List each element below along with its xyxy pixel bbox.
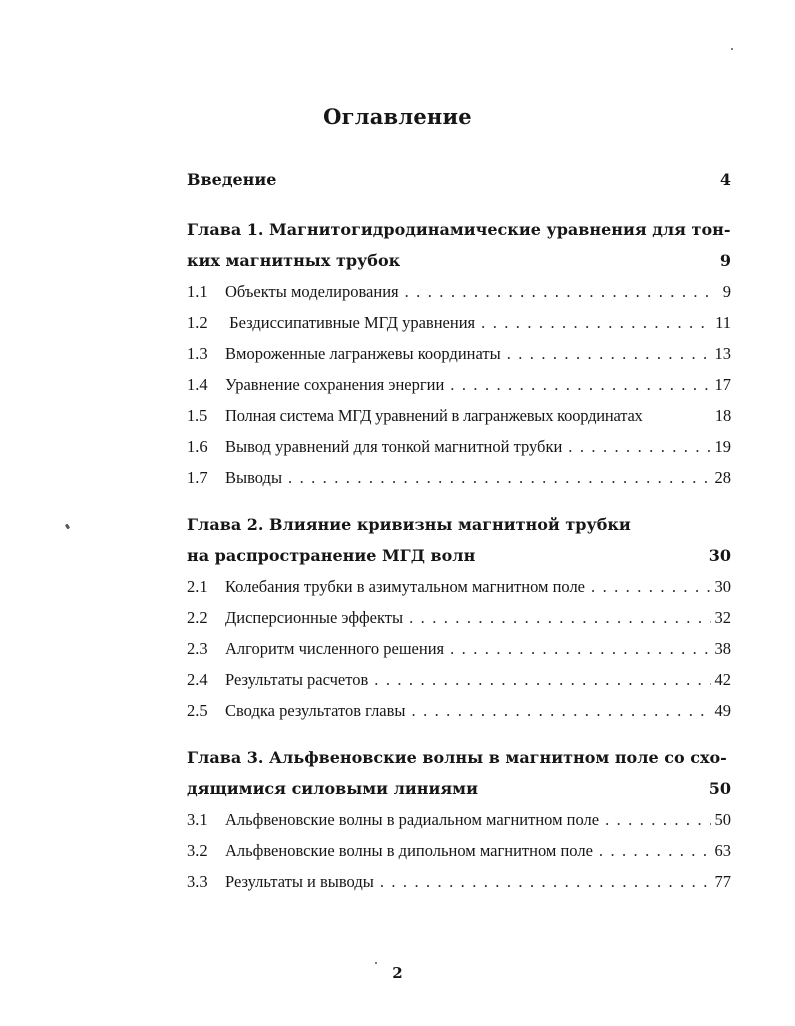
section-entry[interactable] — [187, 369, 731, 400]
chapter-3 — [187, 742, 731, 897]
section-entry[interactable] — [187, 664, 731, 695]
chapter-2 — [187, 509, 731, 726]
section-label: Результаты и выводы — [225, 872, 374, 891]
section-number: 2.4 — [187, 670, 208, 689]
chapter-page: 30 — [708, 546, 731, 565]
section-number: 1.2 — [187, 313, 208, 332]
chapter-heading-line1[interactable] — [187, 742, 731, 773]
dot-leader — [444, 369, 711, 400]
dot-leader — [403, 602, 711, 633]
toc-title: Оглавление — [323, 104, 472, 129]
chapter-title-cont: ких магнитных трубок — [187, 251, 401, 270]
section-page: 42 — [714, 670, 731, 689]
dot-leader — [399, 276, 711, 307]
section-page: 17 — [714, 375, 731, 394]
section-entry[interactable] — [187, 276, 731, 307]
chapter-heading-line1[interactable] — [187, 214, 731, 245]
section-entry[interactable] — [187, 866, 731, 897]
dot-leader — [475, 307, 711, 338]
section-label: Выводы — [225, 468, 283, 487]
section-number: 2.5 — [187, 701, 208, 720]
section-label: Вывод уравнений для тонкой магнитной трубки — [225, 437, 563, 456]
chapter-heading-line1[interactable] — [187, 509, 731, 540]
dot-leader — [562, 431, 711, 462]
section-page: 13 — [714, 344, 731, 363]
section-number: 2.1 — [187, 577, 208, 596]
section-number: 2.3 — [187, 639, 208, 658]
section-label: Полная система МГД уравнений в лагранжевых координатах — [225, 406, 643, 425]
section-entry[interactable] — [187, 307, 731, 338]
section-number: 1.4 — [187, 375, 208, 394]
section-label: Вмороженные лагранжевы координаты — [225, 344, 501, 363]
section-entry[interactable] — [187, 804, 731, 835]
section-page: 18 — [714, 406, 731, 425]
page-number: 2 — [392, 964, 403, 982]
section-number: 3.2 — [187, 841, 208, 860]
chapter-heading-line2[interactable] — [187, 245, 731, 276]
chapter-1 — [187, 214, 731, 493]
chapter-page: 50 — [708, 779, 731, 798]
chapter-heading-line2[interactable] — [187, 540, 731, 571]
chapter-title: Глава 2. Влияние кривизны магнитной трубки — [187, 515, 631, 534]
chapter-title: Глава 3. Альфвеновские волны в магнитном поле со схо- — [187, 748, 727, 767]
dot-leader — [282, 462, 711, 493]
section-label: Результаты расчетов — [225, 670, 369, 689]
intro-label: Введение — [187, 170, 277, 189]
section-label: Алгоритм численного решения — [225, 639, 445, 658]
section-entry[interactable] — [187, 400, 731, 431]
section-page: 50 — [714, 810, 731, 829]
section-entry[interactable] — [187, 602, 731, 633]
section-page: 38 — [714, 639, 731, 658]
section-page: 30 — [714, 577, 731, 596]
section-number: 1.3 — [187, 344, 208, 363]
section-page: 77 — [714, 872, 731, 891]
section-number: 3.1 — [187, 810, 208, 829]
section-page: 11 — [715, 313, 731, 332]
section-page: 49 — [714, 701, 731, 720]
section-entry[interactable] — [187, 431, 731, 462]
dot-leader — [406, 695, 711, 726]
section-page: 19 — [714, 437, 731, 456]
chapter-heading-line2[interactable] — [187, 773, 731, 804]
section-entry[interactable] — [187, 633, 731, 664]
dot-leader — [368, 664, 711, 695]
section-page: 32 — [714, 608, 731, 627]
section-entry[interactable] — [187, 462, 731, 493]
section-entry[interactable] — [187, 571, 731, 602]
section-label: Бездиссипативные МГД уравнения — [225, 313, 476, 332]
section-entry[interactable] — [187, 338, 731, 369]
chapter-title-cont: дящимися силовыми линиями — [187, 779, 478, 798]
dot-leader — [599, 804, 711, 835]
scan-speck — [375, 962, 377, 964]
section-number: 2.2 — [187, 608, 208, 627]
dot-leader — [585, 571, 711, 602]
chapter-title-cont: на распространение МГД волн — [187, 546, 476, 565]
section-label: Колебания трубки в азимутальном магнитном поле — [225, 577, 586, 596]
section-label: Сводка результатов главы — [225, 701, 406, 720]
section-number: 1.1 — [187, 282, 208, 301]
dot-leader — [501, 338, 711, 369]
section-label: Уравнение сохранения энергии — [225, 375, 445, 394]
section-label: Дисперсионные эффекты — [225, 608, 404, 627]
section-number: 1.6 — [187, 437, 208, 456]
section-number: 1.5 — [187, 406, 208, 425]
toc-intro-entry[interactable] — [187, 170, 731, 189]
scan-speck — [65, 524, 70, 530]
section-entry[interactable] — [187, 695, 731, 726]
section-label: Альфвеновские волны в дипольном магнитном поле — [225, 841, 593, 860]
dot-leader — [444, 633, 711, 664]
scan-speck — [731, 48, 733, 50]
dot-leader — [593, 835, 711, 866]
section-entry[interactable] — [187, 835, 731, 866]
section-page: 63 — [714, 841, 731, 860]
intro-page: 4 — [719, 170, 731, 189]
chapter-title: Глава 1. Магнитогидродинамические уравнения для тон- — [187, 220, 731, 239]
section-number: 3.3 — [187, 872, 208, 891]
section-label: Объекты моделирования — [225, 282, 399, 301]
section-label: Альфвеновские волны в радиальном магнитном поле — [225, 810, 600, 829]
chapter-page: 9 — [719, 251, 731, 270]
section-number: 1.7 — [187, 468, 208, 487]
dot-leader — [374, 866, 711, 897]
section-page: 28 — [714, 468, 731, 487]
section-page: 9 — [722, 282, 731, 301]
